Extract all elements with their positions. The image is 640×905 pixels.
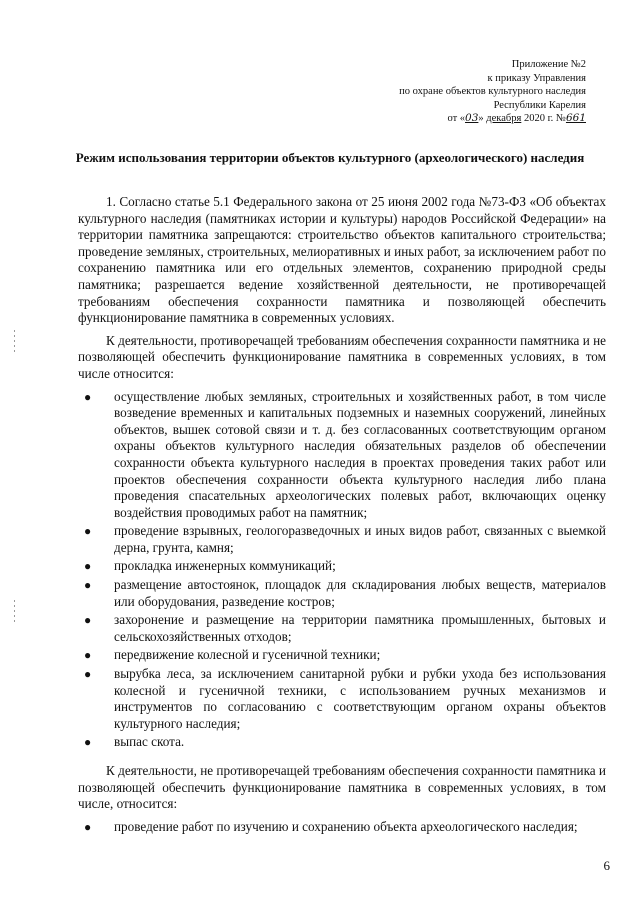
date-mid: » bbox=[478, 113, 487, 124]
appendix-line: по охране объектов культурного наследия bbox=[399, 86, 586, 97]
list-item-text: прокладка инженерных коммуникаций; bbox=[114, 558, 336, 574]
binding-mark bbox=[14, 330, 15, 352]
list-item-text: проведение работ по изучению и сохранению объекта археологического наследия; bbox=[114, 818, 578, 834]
list-item-text: осуществление любых земляных, строительных и хозяйственных работ, в том числе возведение временных и капитальных подземных и наземных сооружений, линейных объектов, вышек сотовой связи и т. д. без согласованных соответствующим органом охраны объектов культурного наследия обязательных разделов об обеспечении сохранности объекта культурного наследия в проектах проведения таких работ или проектов обеспечения сохранности объекта культурного наследия либо плана проведения спасательных археологических полевых работ, включающих оценку воздействия проводимых работ на памятник; bbox=[114, 388, 606, 520]
list-item bbox=[78, 734, 606, 751]
date-year: 2020 г. № bbox=[521, 113, 566, 124]
list-item bbox=[78, 819, 606, 836]
bullet-icon: ● bbox=[84, 559, 92, 574]
bullet-icon: ● bbox=[84, 667, 92, 682]
bullet-icon: ● bbox=[84, 819, 92, 834]
list-item bbox=[78, 389, 606, 522]
paragraph-1: 1. Согласно статье 5.1 Федерального закона от 25 июня 2002 года №73-ФЗ «Об объектах культурного наследия (памятниках истории и культуры) народов Российской Федерации» на территории памятника запрещаются: строительство объектов капитального строительства; проведение земляных, строительных, мелиоративных и иных работ, за исключением работ по сохранению памятника или его отдельных элементов, сохранению природной среды памятника; разрешается ведение хозяйственной деятельности, не противоречащей требованиям обеспечения сохранности памятника и позволяющей обеспечить функционирование памятника в современных условиях. bbox=[78, 194, 606, 326]
appendix-line: Приложение №2 bbox=[511, 59, 586, 70]
appendix-line: Республики Карелия bbox=[493, 99, 586, 111]
page-number: 6 bbox=[603, 858, 610, 873]
list-item-text: проведение взрывных, геологоразведочных и иных видов работ, связанных с выемкой дерна, грунта, камня; bbox=[114, 523, 606, 555]
list-item bbox=[78, 666, 606, 732]
paragraph-2: К деятельности, противоречащей требованиям обеспечения сохранности памятника и не позволяющей обеспечить функционирование памятника в современных условиях, в том числе относится: bbox=[78, 332, 606, 381]
list-item-text: вырубка леса, за исключением санитарной рубки и рубки ухода без использования колесной и гусеничной техники, с использованием ручных механизмов и инструментов по согласованию с соответствующим органом охраны объектов культурного наследия; bbox=[114, 666, 606, 731]
list-item bbox=[78, 558, 606, 575]
list-item-text: передвижение колесной и гусеничной техники; bbox=[114, 647, 381, 663]
bullet-icon: ● bbox=[84, 613, 92, 628]
bullet-icon: ● bbox=[84, 735, 92, 750]
bullet-icon: ● bbox=[84, 389, 92, 404]
list-item bbox=[78, 647, 606, 664]
date-month: декабря bbox=[486, 113, 522, 124]
bullet-icon: ● bbox=[84, 578, 92, 593]
date-day: 03 bbox=[465, 112, 479, 124]
appendix-line: к приказу Управления bbox=[487, 72, 586, 84]
paragraph-3: К деятельности, не противоречащей требованиям обеспечения сохранности памятника и позволяющей обеспечить функционирование памятника в современных условиях, в том числе, относится: bbox=[78, 763, 606, 812]
permitted-activities-list bbox=[78, 819, 606, 836]
doc-number: 661 bbox=[565, 112, 586, 124]
document-body bbox=[78, 194, 606, 839]
bullet-icon: ● bbox=[84, 648, 92, 663]
binding-mark bbox=[14, 600, 15, 622]
bullet-icon: ● bbox=[84, 524, 92, 539]
appendix-date-line bbox=[286, 112, 586, 126]
list-item bbox=[78, 577, 606, 610]
list-item-text: выпас скота. bbox=[114, 734, 185, 750]
list-item bbox=[78, 523, 606, 556]
document-title: Режим использования территории объектов культурного (археологического) наследия bbox=[75, 150, 585, 165]
list-item-text: захоронение и размещение на территории памятника промышленных, бытовых и сельскохозяйственных отходов; bbox=[114, 612, 606, 644]
date-prefix: от « bbox=[447, 113, 466, 124]
appendix-header bbox=[286, 58, 586, 126]
prohibited-activities-list bbox=[78, 389, 606, 751]
list-item-text: размещение автостоянок, площадок для складирования любых веществ, материалов или оборудования, разведение костров; bbox=[114, 577, 606, 609]
list-item bbox=[78, 612, 606, 645]
